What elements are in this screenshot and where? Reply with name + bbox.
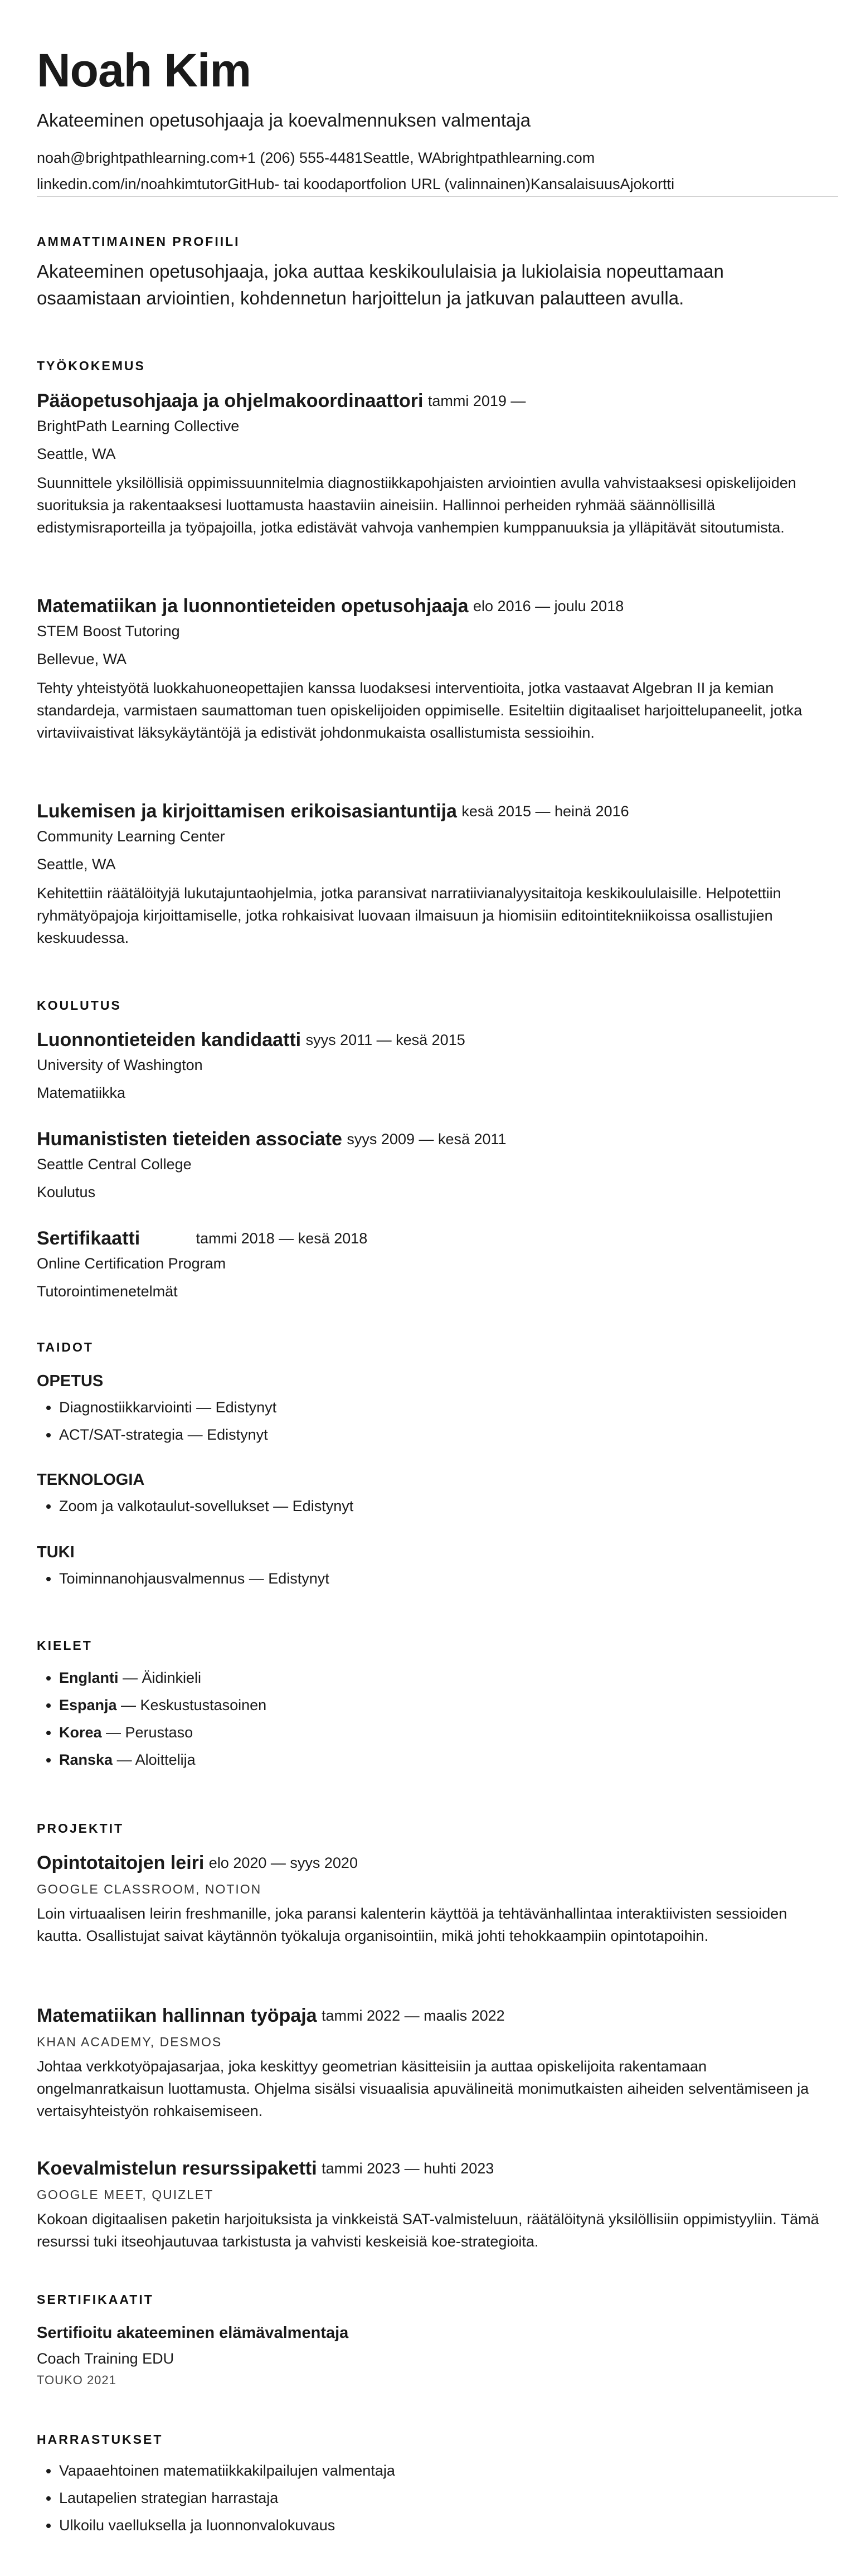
experience-section: [37, 359, 819, 374]
job-title: Pääopetusohjaaja ja ohjelmakoordinaattori: [37, 390, 424, 411]
languages-section: [37, 1638, 819, 1774]
hobby-item: • Ulkoilu vaelluksella ja luonnonvalokuvaus: [59, 2512, 819, 2539]
hobby-item: • Lautapelien strategian harrastaja: [59, 2485, 819, 2512]
skill-item: • Toiminnanohjausvalmennus — Edistynyt: [59, 1565, 819, 1592]
language-level: — Keskustustasoinen: [116, 1697, 267, 1713]
section-title-skills: TAIDOT: [37, 1340, 94, 1354]
education-item: [37, 1228, 819, 1300]
skill-item: • Diagnostiikkarviointi — Edistynyt: [59, 1394, 819, 1421]
skill-group: [37, 1543, 819, 1592]
language-name: Espanja: [59, 1697, 117, 1713]
language-name: Englanti: [59, 1669, 119, 1686]
skills-section: [37, 1340, 819, 1355]
project-title: Matematiikan hallinnan työpaja: [37, 2005, 317, 2026]
skill-list: [37, 1493, 819, 1520]
section-title-languages: KIELET: [37, 1638, 93, 1653]
skill-list: [37, 1394, 819, 1449]
project-tech: KHAN ACADEMY, DESMOS: [37, 2035, 222, 2049]
degree-title: Luonnontieteiden kandidaatti: [37, 1029, 301, 1050]
skill-category: OPETUS: [37, 1372, 104, 1390]
website-link[interactable]: brightpathlearning.com: [441, 149, 595, 166]
job-dates: tammi 2019 —: [427, 393, 526, 409]
language-item: [59, 1664, 819, 1692]
certifications-section: [37, 2292, 819, 2388]
degree-dates: tammi 2018 — kesä 2018: [196, 1230, 368, 1247]
school-name: University of Washington: [37, 1057, 203, 1073]
section-title-hobbies: HARRASTUKSET: [37, 2432, 163, 2447]
candidate-headline: Akateeminen opetusohjaaja ja koevalmennuksen valmentaja: [37, 109, 531, 130]
experience-item: [37, 595, 819, 744]
profile-section: [37, 234, 819, 312]
experience-item: [37, 390, 819, 539]
language-level: — Äidinkieli: [118, 1669, 202, 1686]
skill-category: TUKI: [37, 1543, 75, 1561]
certification-date: TOUKO 2021: [37, 2373, 116, 2387]
hobbies-section: [37, 2432, 819, 2539]
email-link[interactable]: noah@brightpathlearning.com: [37, 149, 239, 166]
project-title: Koevalmistelun resurssipaketti: [37, 2158, 317, 2179]
language-level: — Aloittelija: [113, 1751, 196, 1768]
job-dates: kesä 2015 — heinä 2016: [461, 803, 629, 820]
skill-category: TEKNOLOGIA: [37, 1471, 145, 1489]
job-location: Seattle, WA: [37, 856, 116, 873]
certification-issuer: Coach Training EDU: [37, 2350, 174, 2367]
project-description: Kokoan digitaalisen paketin harjoituksista ja vinkkeistä SAT-valmisteluun, räätälöitynä yksilöllisiin oppimistyyliin. Tämä resurssi tuki itseohjautuvaa tarkistusta ja vahvisti keskeisiä koe-strategioita.: [37, 2211, 819, 2250]
links-line: [37, 176, 819, 193]
project-dates: tammi 2022 — maalis 2022: [322, 2007, 505, 2024]
project-item: [37, 2005, 819, 2122]
citizenship-text: Kansalaisuus: [530, 175, 620, 192]
section-title-projects: PROJEKTIT: [37, 1821, 124, 1836]
hobby-list: [37, 2457, 819, 2539]
skill-list: [37, 1565, 819, 1592]
school-name: Online Certification Program: [37, 1255, 226, 1272]
field-of-study: Koulutus: [37, 1184, 96, 1200]
language-item: [59, 1692, 819, 1719]
project-description: Loin virtuaalisen leirin freshmanille, joka paransi kalenterin käyttöä ja tehtävänhallintaa interaktiivisten sessioiden kautta. Osallistujat saivat käytännön työkaluja organisointiin, mikä johti tehokkaampiin opintotapoihin.: [37, 1905, 787, 1944]
section-title-experience: TYÖKOKEMUS: [37, 359, 145, 373]
section-title-education: KOULUTUS: [37, 998, 121, 1013]
degree-dates: syys 2009 — kesä 2011: [347, 1131, 507, 1147]
projects-section: [37, 1821, 819, 1836]
section-title-profile: AMMATTIMAINEN PROFIILI: [37, 234, 240, 249]
job-title: Lukemisen ja kirjoittamisen erikoisasiantuntija: [37, 801, 457, 822]
contact-line: [37, 149, 819, 167]
field-of-study: Tutorointimenetelmät: [37, 1283, 178, 1300]
skill-item: • ACT/SAT-strategia — Edistynyt: [59, 1421, 819, 1449]
language-list: [37, 1664, 819, 1774]
candidate-name: Noah Kim: [37, 44, 251, 96]
job-employer: BrightPath Learning Collective: [37, 418, 240, 434]
job-employer: STEM Boost Tutoring: [37, 623, 180, 640]
job-location: Seattle, WA: [37, 446, 116, 462]
job-employer: Community Learning Center: [37, 828, 225, 845]
education-item: [37, 1029, 819, 1102]
project-tech: GOOGLE CLASSROOM, NOTION: [37, 1882, 262, 1896]
education-section: [37, 998, 819, 1013]
language-name: Ranska: [59, 1751, 113, 1768]
project-dates: tammi 2023 — huhti 2023: [322, 2160, 494, 2177]
language-name: Korea: [59, 1724, 102, 1741]
job-title: Matematiikan ja luonnontieteiden opetusohjaaja: [37, 595, 469, 617]
project-title: Opintotaitojen leiri: [37, 1852, 205, 1873]
phone-text[interactable]: +1 (206) 555-4481: [239, 149, 363, 166]
degree-dates: syys 2011 — kesä 2015: [305, 1032, 465, 1048]
skill-item: • Zoom ja valkotaulut-sovellukset — Edistynyt: [59, 1493, 819, 1520]
license-text: Ajokortti: [620, 175, 675, 192]
project-item: [37, 1852, 819, 1947]
degree-title: Humanististen tieteiden associate: [37, 1129, 342, 1150]
education-item: [37, 1129, 819, 1201]
school-name: Seattle Central College: [37, 1156, 192, 1173]
linkedin-link[interactable]: linkedin.com/in/noahkimtutor: [37, 175, 228, 192]
project-dates: elo 2020 — syys 2020: [208, 1854, 358, 1871]
field-of-study: Matematiikka: [37, 1084, 126, 1101]
section-title-certifications: SERTIFIKAATIT: [37, 2292, 154, 2307]
job-location: Bellevue, WA: [37, 651, 127, 667]
job-description: Tehty yhteistyötä luokkahuoneopettajien kanssa luodaksesi interventioita, jotka vastaavat Algebran II ja kemian standardeja, varmistaen saumattoman tuen opiskelijoiden oppimiselle. Esiteltiin digitaaliset harjoittelupaneelit, jotka virtaviivaistivat läksykäytäntöjä ja edistivät johdonmukaista osallistumista sessioihin.: [37, 680, 802, 741]
hobby-item: • Vapaaehtoinen matematiikkakilpailujen valmentaja: [59, 2457, 819, 2485]
portfolio-link[interactable]: GitHub- tai koodaportfolion URL (valinnainen): [227, 175, 531, 192]
profile-text: Akateeminen opetusohjaaja, joka auttaa keskikoululaisia ja lukiolaisia nopeuttamaan osaamistaan arviointien, kohdennetun harjoittelun ja jatkuvan palautteen avulla.: [37, 261, 724, 308]
skill-group: [37, 1471, 819, 1520]
job-dates: elo 2016 — joulu 2018: [473, 598, 624, 614]
degree-title: Sertifikaatti: [37, 1228, 140, 1249]
project-description: Johtaa verkkotyöpajasarjaa, joka keskittyy geometrian käsitteisiin ja auttaa opiskelijoita rakentamaan ongelmanratkaisun luottamusta. Ohjelma sisälsi visuaalisia apuvälineitä monimutkaisten aiheiden selventämiseen ja vertaisyhteistyön rohkaisemiseen.: [37, 2058, 809, 2119]
job-description: Kehitettiin räätälöityjä lukutajuntaohjelmia, jotka paransivat narratiivianalyysitaitoja keskikoululaisille. Helpotettiin ryhmätyöpajoja kirjoittamiselle, jotka rohkaisivat luovaan ilmaisuun ja hiomisiin editointitekniikoissa osallistujien keskuudessa.: [37, 885, 781, 946]
resume-header: [0, 0, 856, 193]
job-description: Suunnittele yksilöllisiä oppimissuunnitelmia diagnostiikkapohjaisten arviointien avulla vahvistaaksesi opiskelijoiden suorituksia ja rakentaaksesi luottamusta haastaviin aineisiin. Hallinnoi perheiden ryhmää säännöllisillä edistymisraporteilla ja työpajoilla, jotka edistävät vahvoja vanhempien kumppanuuksia ja ylläpitävät sitoutumista.: [37, 474, 796, 536]
skill-group: [37, 1372, 819, 1449]
language-item: [59, 1746, 819, 1774]
language-item: [59, 1719, 819, 1746]
header-divider: [37, 196, 838, 197]
language-level: — Perustaso: [101, 1724, 193, 1741]
experience-item: [37, 801, 819, 949]
project-item: [37, 2158, 819, 2253]
location-text: Seattle, WA: [363, 149, 442, 166]
project-tech: GOOGLE MEET, QUIZLET: [37, 2187, 214, 2202]
certification-name: Sertifioitu akateeminen elämävalmentaja: [37, 2324, 349, 2342]
